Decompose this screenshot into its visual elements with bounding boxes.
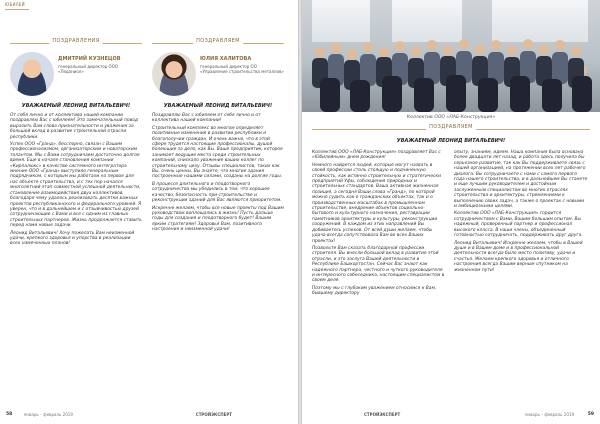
team-people-illustration bbox=[302, 0, 600, 112]
letter-paragraph: Поэтому мы с глубоким уважением относимся к Вам, бывшему директору bbox=[312, 285, 437, 297]
banner-congratulations bbox=[152, 38, 284, 48]
letter-paragraph: Искренне желаем, чтобы все новые проекты под Вашим руководством воплощались в жизнь! Пусть дальше годы для создания и плодотворного будет! Вашим ярким стратегиям! Здоровья Вам, позитивного настроения и неизменной удачи! bbox=[152, 205, 284, 233]
section-label: ЮБИЛЕЙ bbox=[5, 2, 25, 7]
magazine-brand: СТРОЙЭКСПЕРТ bbox=[195, 412, 232, 417]
author-info bbox=[58, 52, 142, 74]
team-photo bbox=[302, 0, 600, 112]
issue-date: январь – февраль 2019 bbox=[525, 412, 574, 417]
left-page bbox=[0, 0, 298, 424]
page-footer bbox=[308, 412, 594, 420]
letter-greeting: УВАЖАЕМЫЙ ЛЕОНИД ВИТАЛЬЕВИЧ! bbox=[396, 138, 506, 144]
banner-word: ПОЗДРАВЛЯЕМ bbox=[193, 38, 243, 44]
magazine-brand: СТРОЙЭКСПЕРТ bbox=[364, 412, 401, 417]
letter-column-2 bbox=[152, 38, 284, 235]
letter-paragraph: Леонид Витальевич! Искренне желаем, чтобы в Вашей душе и в Вашем доме и в профессиональной деятельности всегда было место позитиву, удачи и счастья. Желаем крепкого здоровья и отличного настроения всегда Вашим верным спутником на жизненном пути! bbox=[454, 240, 583, 273]
author-name: ДМИТРИЙ КУЗНЕЦОВ bbox=[58, 56, 121, 62]
letter-column-1 bbox=[10, 38, 142, 249]
author-role: генеральный директор ОО «Управление строительства металлов» bbox=[200, 64, 284, 74]
author-photo bbox=[10, 52, 54, 96]
photo-caption: Коллектив ООО «ЛАБ-Конструкция» bbox=[406, 115, 496, 120]
banner-word: ПОЗДРАВЛЯЕМ bbox=[426, 124, 476, 130]
letter-paragraph: опыту, знаниям, идеям. Наша компания была основана более двадцати лет назад, и работа здесь получила бы серьезное развитие, так как Вы поддерживаете связь с нашей организацией, на протяжении всех лет рабочего диалога. Вы сотрудничаете с нами с самого первого года нашего строительства, и в дальнейшем Вы станете и еще лучшим руководителем и достойным заслуженным специалистом во многих отраслях строительства и архитектуры, стремлениями к выполнению своих задач, а также о проектах с новыми и амбициозными целями. bbox=[454, 150, 588, 210]
author-info bbox=[200, 52, 284, 74]
letter-greeting: УВАЖАЕМЫЙ ЛЕОНИД ВИТАЛЬЕВИЧ! bbox=[163, 103, 273, 109]
author-photo bbox=[152, 52, 196, 96]
author-header bbox=[152, 52, 284, 100]
page-footer bbox=[6, 412, 292, 420]
right-page bbox=[302, 0, 600, 424]
letter-body bbox=[152, 113, 284, 233]
banner-congratulations bbox=[10, 38, 142, 48]
letter-paragraph: Успех ООО «Гранд», бесспорно, связан с Вашим профессионализмом, организаторским и новаторским талантом. Мы с Вами сотрудничаем достаточно долгое время. Еще в начале становления компании «Кирпалюкс» в качестве системного интегратора мнение ООО «Гранд» выступило генеральным подрядчиком, с которым мы работали на первое для нас объекте строительства, и с тех пор начался многолетний этап совместной успешной деятельности, становление взаимодействия двух коллективов, благодаря чему удалось реализовать десятки важных проектов республиканского и федерального уровней. Я уверен, что и в дальнейшем и с отзывчивостью друзей сотрудничающие с Вами и все с одним из главных строительных партнеров. Жизнь продолжается ставить перед нами новые задачи. bbox=[10, 142, 142, 229]
letter-greeting: УВАЖАЕМЫЙ ЛЕОНИД ВИТАЛЬЕВИЧ! bbox=[21, 103, 131, 109]
letter-paragraph: Немного найдется людей, которые могут назвать в своей профессии столь стоящую и подчиненную стойкость, как истинно строительную и стратегически предприятий Уфы, соблюдения природных и строительных стандартов. Ваша активная жизненная позиция, а сегодня Ваши слова «Гранд», по которой можно судить как о гражданских объектах, так и о производственных масштабах в промышленном строительстве, внедрение объектов социально-бытового и культурного назначения, реставрации памятников архитектуры и культуры, реконструкции сооружений. В каждом из этих направлений Вы добиваетесь успехов. От всей души желаем, чтобы удача всегда сопутствовала Вам во всех Ваших проектах! bbox=[312, 162, 441, 244]
letter-paragraph: Поздравляю Вас с юбилеем от себя лично и от коллектива нашей компании! bbox=[152, 113, 261, 124]
banner-congratulations bbox=[312, 124, 590, 134]
letter-paragraph: Коллектив ООО «ЛАБ-Конструкция» гордится сотрудничеством с Вами, Вашим большим опытом. Вы надежный, проверенный партнер и профессионал высокого класса. В наши члены, объединенный готовностью сотрудничать, поддерживать друг друга. bbox=[454, 211, 583, 239]
issue-date: январь – февраль 2019 bbox=[24, 412, 73, 417]
page-number: 59 bbox=[587, 412, 594, 417]
banner-word: ПОЗДРАВЛЕНИЯ bbox=[49, 38, 102, 44]
letter-paragraph: Позвольте Вам сказать благодарной профессии строителя. Вы внесли большой вклад в развитие этой отрасли, и это заслуга Вашей деятельности в Республике Башкортостан. Сейчас Вас знают как надежного партнера, честного и чуткого руководителя и интересного собеседника, настоящим специалистом в своем деле. bbox=[312, 245, 445, 284]
letter-paragraph: От себя лично и от коллектива нашей компании поздравляю Вас с юбилеем! Это замечательный повод выразить Вам слова признательности и уважения за большой вклад в развитие строительной отрасли республики. bbox=[10, 113, 138, 140]
author-name: ЮЛИЯ ХАЛИТОВА bbox=[200, 56, 252, 62]
page-number: 58 bbox=[6, 412, 13, 417]
letter-paragraph: Строительный комплекс во многом определяет позитивные изменения в развитии республики и благополучии граждан. И очень важно, что в этой сфере трудятся настоящие профессионалы, душой болеющие за дело, как Вы. Ваше предприятие, которое занимает ведущие места среди строительных компаний, снискало уважение ваших коллег по строительному цеху. Отзывы специалистов, таких как Вы, очень ценны. Вы знаете, что многие здания построенные нашими силами, созданы на долгие годы. bbox=[152, 125, 283, 180]
letter-paragraph: Леонид Витальевич! Хочу пожелать Вам неизменной удачи, крепкого здоровья и упорства в реализации всех намеченных планов! bbox=[10, 230, 135, 247]
letter-paragraph: В процессе длительного и плодотворного сотрудничества мы убедились в том, что хорошее качество, безопасность при строительстве и реконструкции зданий для Вас являются приоритетом. bbox=[152, 181, 282, 204]
author-role: генеральный директор ООО «Леданиол» bbox=[58, 64, 119, 74]
letter-column-2 bbox=[454, 150, 588, 275]
letter-paragraph: Коллектив ООО «ЛАБ-Конструкция» поздравляет Вас с «Юбилейным» днем рождения! bbox=[312, 150, 441, 161]
author-header bbox=[10, 52, 142, 100]
section-rule bbox=[5, 9, 29, 10]
letter-column-1 bbox=[312, 150, 446, 299]
letter-body bbox=[10, 113, 142, 247]
